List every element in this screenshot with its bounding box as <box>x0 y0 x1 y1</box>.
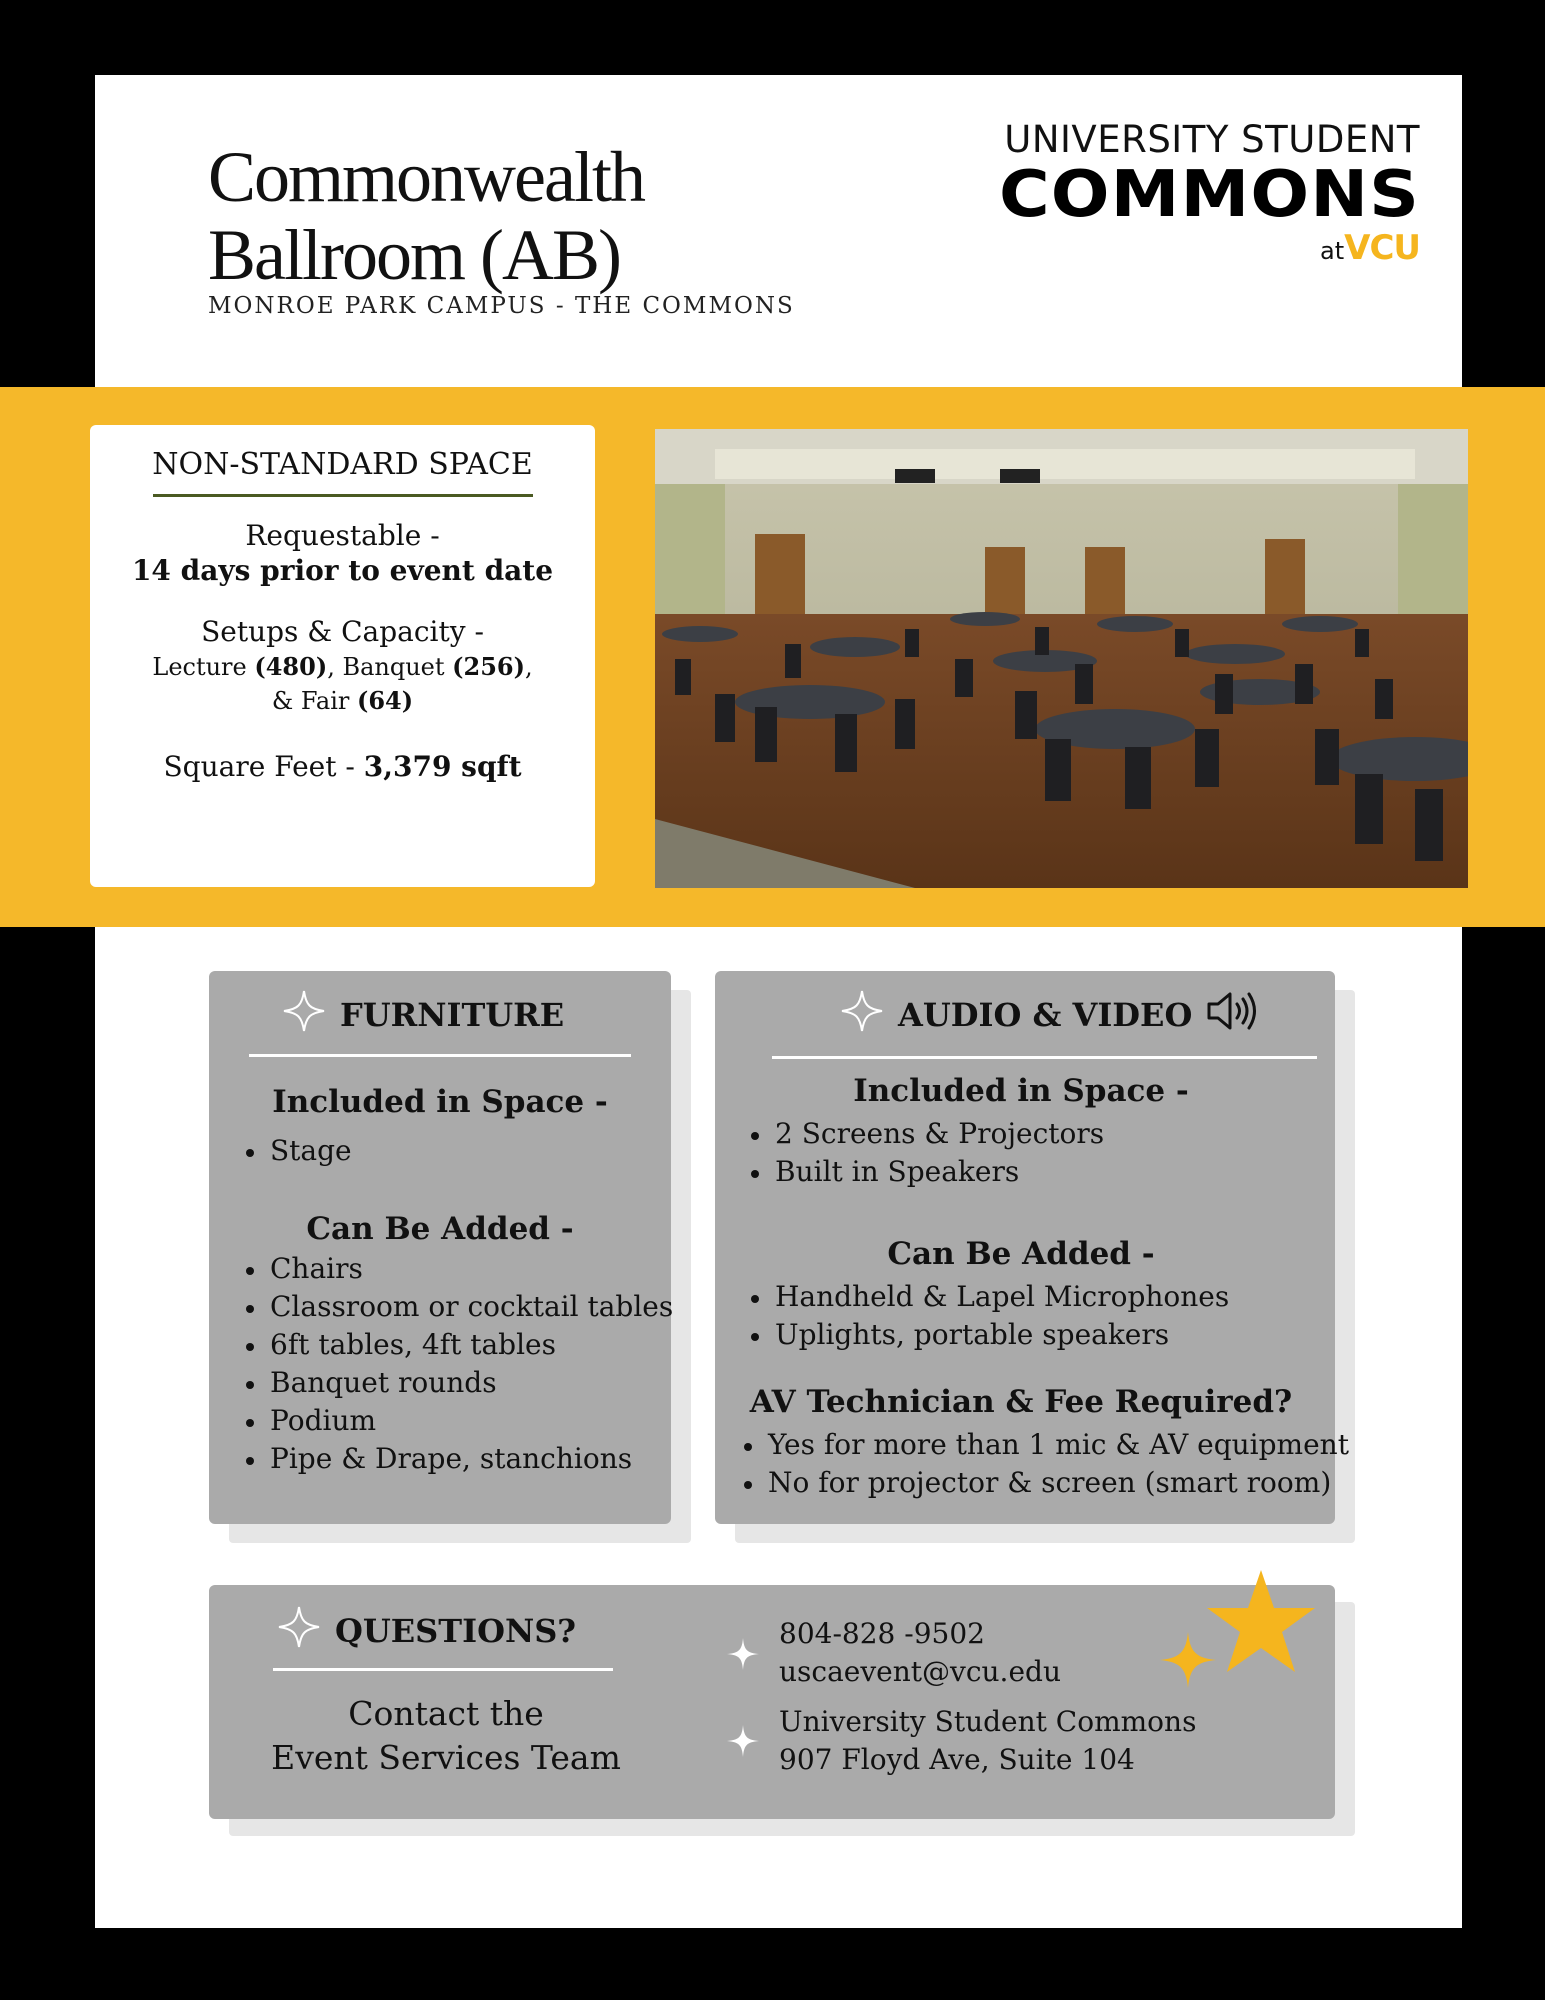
sparkle-icon <box>726 1724 760 1762</box>
contact-phone-email <box>779 1615 1061 1691</box>
av-technician-list <box>738 1426 1349 1502</box>
av-included-list <box>745 1115 1104 1191</box>
list-item: Chairs <box>240 1250 673 1288</box>
av-included-heading: Included in Space - <box>853 1073 1189 1109</box>
list-item: Pipe & Drape, stanchions <box>240 1440 673 1478</box>
fair-label: & Fair <box>271 687 357 715</box>
banquet-label: , Banquet <box>327 653 453 681</box>
questions-panel <box>209 1585 1335 1819</box>
questions-heading-text: QUESTIONS? <box>335 1612 577 1650</box>
setups-line-2 <box>90 684 595 718</box>
furniture-panel <box>209 971 674 1524</box>
lecture-capacity: (480) <box>254 652 328 681</box>
furniture-added-heading: Can Be Added - <box>306 1211 574 1247</box>
banquet-capacity: (256) <box>452 652 525 681</box>
page-title <box>208 138 644 294</box>
list-item: No for projector & screen (smart room) <box>738 1464 1349 1502</box>
furniture-divider <box>249 1054 631 1057</box>
lecture-label: Lecture <box>152 653 255 681</box>
logo-line-1: UNIVERSITY STUDENT <box>1004 118 1420 161</box>
questions-divider <box>273 1668 613 1671</box>
setups-line-1 <box>90 650 595 684</box>
square-feet <box>90 750 595 783</box>
av-added-heading: Can Be Added - <box>887 1236 1155 1272</box>
av-divider <box>772 1056 1317 1059</box>
star-icon <box>1205 1568 1317 1680</box>
contact-team-text <box>261 1692 631 1780</box>
list-item: Uplights, portable speakers <box>745 1316 1229 1354</box>
list-item: 2 Screens & Projectors <box>745 1115 1104 1153</box>
phone-number[interactable]: 804-828 -9502 <box>779 1617 985 1650</box>
space-info-card <box>90 425 595 887</box>
av-panel <box>715 971 1349 1524</box>
sparkle-icon <box>726 1637 760 1675</box>
university-student-commons-logo <box>990 118 1420 271</box>
questions-heading <box>277 1605 576 1657</box>
furniture-heading-text: FURNITURE <box>340 996 565 1034</box>
address-line-1: University Student Commons <box>779 1705 1197 1738</box>
sparkle-icon <box>840 989 884 1041</box>
setups-label: Setups & Capacity - <box>201 615 484 648</box>
title-line-2: Ballroom (AB) <box>208 215 620 295</box>
sparkle-icon <box>277 1605 321 1657</box>
contact-address <box>779 1703 1196 1779</box>
logo-line-3 <box>990 228 1420 271</box>
av-heading-text: AUDIO & VIDEO <box>898 996 1193 1034</box>
space-type-heading: NON-STANDARD SPACE <box>152 447 533 482</box>
speaker-icon <box>1206 989 1258 1041</box>
requestable-value: 14 days prior to event date <box>131 554 554 587</box>
furniture-included-heading: Included in Space - <box>272 1084 608 1120</box>
av-technician-heading: AV Technician & Fee Required? <box>749 1384 1293 1420</box>
furniture-included-list <box>240 1132 352 1170</box>
title-line-1: Commonwealth <box>208 137 644 217</box>
furniture-added-list <box>240 1250 673 1478</box>
list-item: Banquet rounds <box>240 1364 673 1402</box>
banquet-comma: , <box>524 653 533 681</box>
list-item: Handheld & Lapel Microphones <box>745 1278 1229 1316</box>
list-item: 6ft tables, 4ft tables <box>240 1326 673 1364</box>
contact-line-2: Event Services Team <box>271 1738 621 1777</box>
sparkle-icon <box>282 989 326 1041</box>
list-item: Podium <box>240 1402 673 1440</box>
av-added-list <box>745 1278 1229 1354</box>
page-subtitle: MONROE PARK CAMPUS - THE COMMONS <box>208 293 795 319</box>
list-item: Stage <box>240 1132 352 1170</box>
ballroom-photo <box>655 429 1468 888</box>
logo-vcu: VCU <box>1344 228 1420 268</box>
sqft-value: 3,379 sqft <box>363 750 522 783</box>
contact-line-1: Contact the <box>348 1694 544 1733</box>
requestable-label: Requestable - <box>245 519 440 552</box>
heading-divider <box>153 494 533 497</box>
sqft-label: Square Feet - <box>163 750 364 783</box>
email-address[interactable]: uscaevent@vcu.edu <box>779 1655 1061 1688</box>
fair-capacity: (64) <box>357 686 414 715</box>
list-item: Classroom or cocktail tables <box>240 1288 673 1326</box>
address-line-2: 907 Floyd Ave, Suite 104 <box>779 1743 1135 1776</box>
av-heading <box>840 989 1258 1041</box>
list-item: Yes for more than 1 mic & AV equipment <box>738 1426 1349 1464</box>
logo-at: at <box>1320 237 1345 265</box>
furniture-heading <box>282 989 564 1041</box>
list-item: Built in Speakers <box>745 1153 1104 1191</box>
logo-line-2: COMMONS <box>999 158 1420 232</box>
sparkle-star-icon <box>1160 1632 1216 1692</box>
